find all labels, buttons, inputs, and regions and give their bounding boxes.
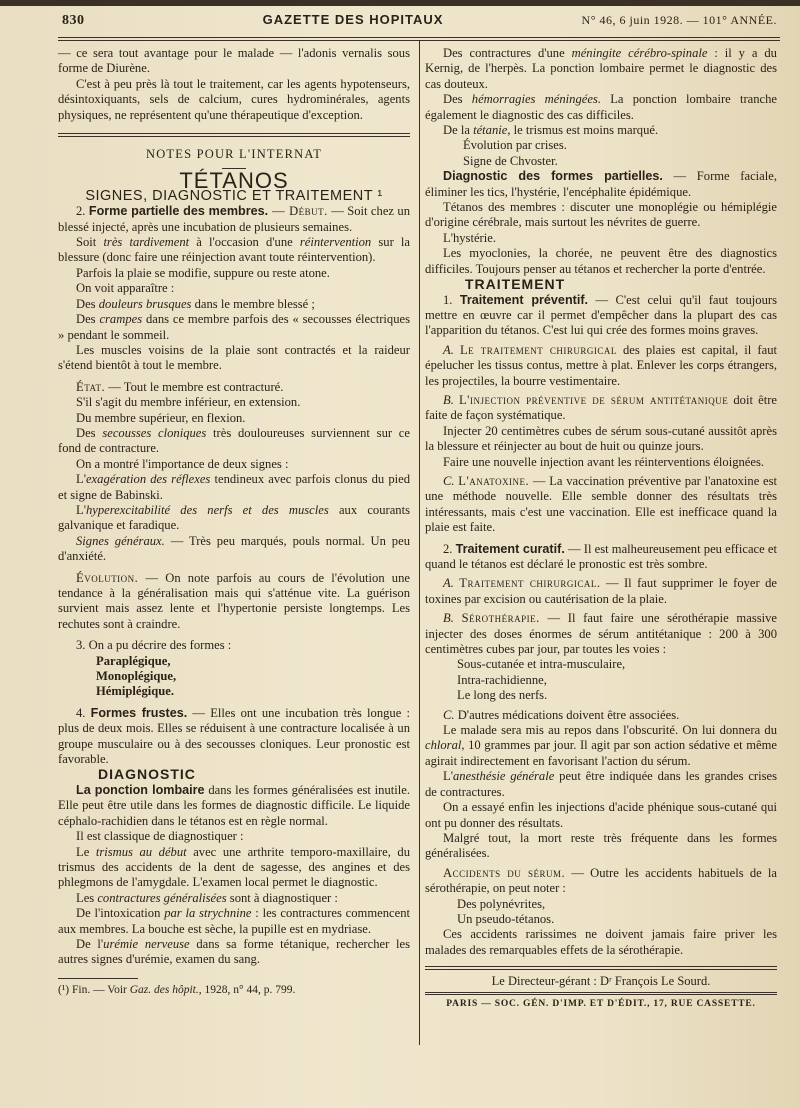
italic-text: B. xyxy=(443,392,454,407)
article-subtitle: SIGNES, DIAGNOSTIC ET TRAITEMENT ¹ xyxy=(85,187,383,204)
paragraph xyxy=(58,571,410,633)
list-item: Le long des nerfs. xyxy=(457,688,548,703)
paragraph xyxy=(58,534,410,565)
italic-text: tétanie xyxy=(473,123,508,138)
paragraph: S'il s'agit du membre inférieur, en extension. xyxy=(76,395,301,410)
subheading: Traitement préventif. xyxy=(459,292,589,307)
subheading: Formes frustes. xyxy=(90,705,188,720)
text: Des xyxy=(76,425,103,440)
paragraph: Les myoclonies, la chorée, ne peuvent être des diagnostics difficiles. Toujours penser au tétanos et rechercher la porte d'entrée. xyxy=(425,246,777,276)
paragraph xyxy=(425,542,777,573)
text: très douloureuses surviennent sur ce fond de contracture. xyxy=(58,425,410,456)
text: L' xyxy=(443,769,453,784)
closing-separator xyxy=(425,966,777,970)
text: La ponction lombaire tranche également le diagnostic des cas difficiles. xyxy=(425,92,777,122)
paragraph: Faire une nouvelle injection avant les réinterventions éloignées. xyxy=(443,454,765,469)
imprint-separator xyxy=(425,992,777,995)
text: De la xyxy=(443,123,474,138)
footnote xyxy=(58,983,410,998)
text: dans sa forme tétanique, rechercher les autres signes d'urémie, examen du sang. xyxy=(58,936,410,967)
paragraph xyxy=(58,906,410,937)
paragraph: Du membre supérieur, en flexion. xyxy=(76,410,246,425)
text: des plaies est capital, il faut épelucher les tissus contus, mettre à plat. Enlever les corps étrangers, les projectiles, la bourre vestimentaire. xyxy=(425,342,777,388)
paragraph xyxy=(58,297,410,312)
text: L' xyxy=(76,472,86,487)
text: — Soit chez un blessé injecté, après une incubation de plusieurs semaines. xyxy=(58,204,411,234)
paragraph xyxy=(58,380,410,395)
intro-paragraph-2: C'est à peu près là tout le traitement, car les agents hypotenseurs, désintoxiquants, sels de calcium, cures hydrominérales, agents physiques, ne représentent qu'une thérapeutique d'exception. xyxy=(58,76,410,122)
italic-text: A. xyxy=(443,576,454,591)
printer-imprint: PARIS — SOC. GÉN. D'IMP. ET D'ÉDIT., 17, RUE CASSETTE. xyxy=(446,998,756,1009)
text: dans ce membre parfois des « secousses électriques » pendant le sommeil. xyxy=(58,312,411,342)
paragraph: Parfois la plaie se modifie, suppure ou reste atone. xyxy=(76,265,330,280)
italic-text: exagération des réflexes xyxy=(85,472,211,487)
text: Des xyxy=(443,92,472,107)
subheading: La ponction lombaire xyxy=(76,782,205,797)
text: peut être indiquée dans les grandes crises de contractures. xyxy=(425,769,777,799)
italic-text: A. xyxy=(443,342,454,357)
text: — C'est celui qu'il faut toujours mettre en œuvre car il permet d'empêcher dans la plupart des cas l'apparition du tétanos. C'est lui qui crée des formes moins graves. xyxy=(425,292,777,338)
paragraph xyxy=(58,204,410,235)
italic-text: secousses cloniques xyxy=(102,425,207,440)
column-divider xyxy=(419,40,420,1045)
list-item: Un pseudo-tétanos. xyxy=(457,911,555,926)
text: , 10 grammes par jour. Il agit par son action sédative et même agirait indirectement en favorisant l'action du sérum. xyxy=(425,738,777,768)
text: avec une arthrite temporo-maxillaire, du trismus des accidents de la dent de sagesse, des angines et des phlegmons de l'amygdale. L'examen local permet le diagnostic. xyxy=(58,844,411,890)
director-credit: Le Directeur-gérant : Dʳ François Le Sourd. xyxy=(491,974,711,989)
text: Des contractures d'une xyxy=(443,46,572,60)
paragraph xyxy=(425,46,777,92)
footnote-rule xyxy=(58,978,138,979)
text: — On note parfois au cours de l'évolution une tendance à la généralisation mais qui s'atténue vite. La guérison survient mais assez lente et l'hypertonie persiste longtemps. Les rechutes sont à craindre. xyxy=(58,570,410,631)
paragraph xyxy=(58,891,410,906)
smallcaps-label: L'anatoxine. xyxy=(458,473,530,488)
paragraph: Les muscles voisins de la plaie sont contractés et la raideur s'étend bientôt à tout le membre. xyxy=(58,342,410,373)
paragraph: Ces accidents rarissimes ne doivent jamais faire priver les malades des remarquables effets de la sérothérapie. xyxy=(425,927,777,957)
item-number: 1. xyxy=(443,292,453,307)
paragraph: Malgré tout, la mort reste très fréquente dans les formes généralisées. xyxy=(425,830,777,861)
paragraph xyxy=(425,611,777,657)
paragraph xyxy=(58,706,410,768)
paragraph xyxy=(58,312,410,343)
smallcaps-label: Accidents du sérum. xyxy=(443,865,566,880)
text: — Il est malheureusement peu efficace et quand le tétanos est déclaré le pronostic est très sombre. xyxy=(425,541,777,571)
italic-text: urémie nerveuse xyxy=(103,936,190,951)
italic-text: chloral xyxy=(425,738,462,753)
list-item: Intra-rachidienne, xyxy=(457,672,547,687)
issue-info: N° 46, 6 juin 1928. — 101° ANNÉE. xyxy=(581,13,777,27)
italic-text: crampes xyxy=(99,312,143,327)
paragraph xyxy=(58,845,410,891)
smallcaps-label: Évolution. xyxy=(76,570,139,585)
text: — La vaccination préventive par l'anatoxine est une méthode nouvelle. Elle semble donner des résultats très intéressants, mais c'est une vaccination. Elle est inefficace quand la plaie est faite. xyxy=(425,473,777,535)
paragraph: Il est classique de diagnostiquer : xyxy=(76,829,244,844)
paragraph: On a essayé enfin les injections d'acide phénique sous-cutané qui ont pu donner des résultats. xyxy=(425,800,777,830)
paragraph xyxy=(58,235,410,266)
subheading: Forme partielle des membres. xyxy=(88,204,269,219)
text: Les xyxy=(76,890,98,905)
list-item: Monoplégique, xyxy=(96,669,177,684)
paragraph xyxy=(425,343,777,389)
paragraph xyxy=(425,92,777,123)
italic-text: réintervention xyxy=(299,235,372,250)
text: : les contractures commencent aux membres. La bouche est sèche, la pupille est en mydriase. xyxy=(58,906,411,936)
text: — Tout le membre est contracturé. xyxy=(105,379,284,394)
italic-text: hémorragies méningées. xyxy=(471,92,601,107)
text: tendineux avec parfois clonus du pied et signe de Babinski. xyxy=(58,472,410,502)
list-item: Sous-cutanée et intra-musculaire, xyxy=(457,657,626,672)
paragraph xyxy=(58,783,410,829)
text: — Très peu marqués, pouls normal. Un peu d'anxiété. xyxy=(58,533,410,564)
paragraph xyxy=(425,708,777,723)
left-column xyxy=(58,46,410,998)
text: — Il faut faire une sérothérapie massive injecter des doses énormes de sérum antitétanique : 200 à 300 centimètres cubes par jour, par toutes les voies : xyxy=(425,611,778,657)
italic-text: Signes généraux. xyxy=(76,533,165,548)
text: — Elles ont une incubation très longue : plus de deux mois. Elles se réduisent à une contracture localisée à un groupe musculaire ou à des secousses cloniques. Leur pronostic est favorable. xyxy=(58,705,410,767)
subheading: Traitement curatif. xyxy=(455,541,565,556)
list-item: Des polynévrites, xyxy=(457,896,546,911)
text: aux courants galvanique et faradique. xyxy=(58,502,410,533)
list-item: Signe de Chvoster. xyxy=(463,153,558,168)
italic-text: très tardivement xyxy=(103,235,190,250)
top-border xyxy=(0,0,800,6)
section-heading: DIAGNOSTIC xyxy=(98,766,196,783)
section-label: NOTES POUR L'INTERNAT xyxy=(145,147,323,162)
text: Des xyxy=(76,296,99,311)
list-item: Paraplégique, xyxy=(96,653,171,668)
paragraph: Tétanos des membres : discuter une monoplégie ou hémiplégie d'origine cérébrale, mais surtout les névrites de guerre. xyxy=(425,200,777,230)
text: , 1928, n° 44, p. 799. xyxy=(198,983,296,996)
text: De l' xyxy=(76,936,104,951)
paragraph xyxy=(425,474,777,536)
section-heading: TRAITEMENT xyxy=(465,276,566,293)
text: Le xyxy=(76,844,96,859)
paragraph xyxy=(425,769,777,800)
italic-text: hyperexcitabilité des nerfs et des muscles xyxy=(85,502,329,517)
text: à l'occasion d'une xyxy=(189,235,300,250)
subheading: Diagnostic des formes partielles. xyxy=(443,169,663,184)
intro-paragraph-1: — ce sera tout avantage pour le malade — l'adonis vernalis sous forme de Diurène. xyxy=(58,46,410,76)
text: — Outre les accidents habituels de la sérothérapie, on peut noter : xyxy=(425,865,777,896)
paragraph: L'hystérie. xyxy=(443,230,496,245)
paragraph: Injecter 20 centimètres cubes de sérum sous-cutané aussitôt après la blessure et réinjecter au bout de huit ou quinze jours. xyxy=(425,423,777,454)
text: dans le membre blessé ; xyxy=(191,296,315,311)
paragraph xyxy=(58,503,410,534)
italic-text: Gaz. des hôpit. xyxy=(129,983,199,996)
right-column xyxy=(425,46,777,1012)
text: Des xyxy=(76,312,100,327)
paragraph xyxy=(425,293,777,339)
article-title: TÉTANOS xyxy=(179,168,289,194)
paragraph xyxy=(425,393,777,424)
text: dans les formes généralisées est inutile. Elle peut être utile dans les formes de diagnostic difficile. Le liquide céphalo-rachidien dans le tétanos est en règle normal. xyxy=(58,782,410,828)
text: sont à diagnostiquer : xyxy=(226,890,338,905)
text: De l'intoxication xyxy=(76,906,161,921)
text: doit être faite de façon systématique. xyxy=(425,392,777,423)
smallcaps-label: Le traitement chirurgical xyxy=(459,342,617,357)
text: — Forme faciale, éliminer les tics, l'hystérie, l'encéphalite épidémique. xyxy=(425,169,777,199)
paragraph xyxy=(425,576,777,607)
paragraph xyxy=(58,472,410,503)
paragraph: On a montré l'importance de deux signes : xyxy=(76,456,289,471)
text: sur la blessure (donc faire une réinjection avant toute réintervention). xyxy=(58,235,410,265)
italic-text: anesthésie générale xyxy=(452,769,555,784)
header-rule xyxy=(58,37,780,38)
text: : il y a du Kernig, de l'herpès. La ponction lombaire permet le diagnostic des cas douteux. xyxy=(425,46,777,91)
item-number: 2. xyxy=(76,204,86,219)
paragraph xyxy=(58,426,410,457)
paragraph xyxy=(425,123,777,138)
italic-text: par la strychnine xyxy=(160,906,252,921)
text: Soit xyxy=(76,235,104,250)
smallcaps-label: — Début. xyxy=(268,204,328,219)
text: (¹) Fin. — Voir xyxy=(58,983,130,996)
section-separator xyxy=(58,133,410,137)
page-number: 830 xyxy=(62,13,85,28)
text: — Il faut supprimer le foyer de toxines par excision ou cautérisation de la plaie. xyxy=(425,576,778,606)
paragraph: 3. On a pu décrire des formes : xyxy=(76,638,232,653)
paragraph xyxy=(425,169,777,200)
journal-title: GAZETTE DES HOPITAUX xyxy=(262,12,444,27)
paragraph xyxy=(58,937,410,968)
list-item: Hémiplégique. xyxy=(96,684,175,699)
smallcaps-label: L'injection préventive de sérum antitétanique xyxy=(458,392,729,407)
text: , le trismus est moins marqué. xyxy=(507,123,659,138)
smallcaps-label: Traitement chirurgical. xyxy=(459,576,601,591)
italic-text: C. xyxy=(443,473,455,488)
italic-text: douleurs brusques xyxy=(98,296,192,311)
item-number: 2. xyxy=(443,541,453,556)
item-number: 4. xyxy=(76,705,86,720)
paragraph xyxy=(425,723,777,769)
italic-text: B. xyxy=(443,611,454,626)
italic-text: méningite cérébro-spinale xyxy=(571,46,708,60)
smallcaps-label: Sérothérapie. xyxy=(461,611,540,626)
italic-text: C. xyxy=(443,707,455,722)
text: L' xyxy=(76,502,86,517)
italic-text: trismus au début xyxy=(95,844,187,859)
smallcaps-label: État. xyxy=(76,379,106,394)
text: Le malade sera mis au repos dans l'obscurité. On lui donnera du xyxy=(443,723,777,738)
page-header xyxy=(62,12,777,34)
text: D'autres médications doivent être associées. xyxy=(454,707,680,722)
paragraph: On voit apparaître : xyxy=(76,281,175,296)
italic-text: contractures généralisées xyxy=(97,890,227,905)
list-item: Évolution par crises. xyxy=(463,138,567,153)
paragraph xyxy=(425,866,777,897)
